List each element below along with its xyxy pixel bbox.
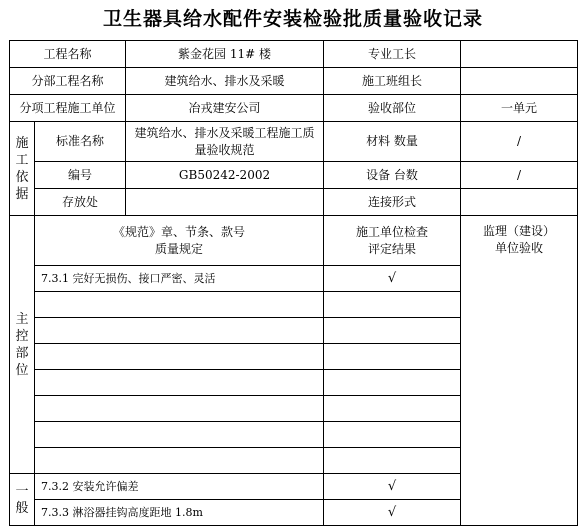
- blank-result-cell: [324, 370, 461, 396]
- equipment-qty-label: 设备 台数: [324, 162, 461, 189]
- inspection-part-value: 一单元: [461, 95, 578, 122]
- row-project-name: [10, 41, 578, 68]
- project-name-label: 工程名称: [10, 41, 126, 68]
- item-unit-label: 分项工程施工单位: [10, 95, 126, 122]
- main-item-1: 7.3.1 完好无损伤、接口严密、灵活: [35, 266, 324, 292]
- professional-foreman-label: 专业工长: [324, 41, 461, 68]
- equipment-qty-value: /: [461, 162, 578, 189]
- construction-team-leader-label: 施工班组长: [324, 68, 461, 95]
- blank-item-cell: [35, 448, 324, 474]
- main-control-side-label: 主 控 部 位: [10, 216, 35, 474]
- blank-item-cell: [35, 292, 324, 318]
- supervisor-header: 监理（建设） 单位验收: [461, 216, 578, 526]
- blank-item-cell: [35, 318, 324, 344]
- blank-item-cell: [35, 370, 324, 396]
- general-side-label: 一 般: [10, 474, 35, 526]
- sub-project-value: 建筑给水、排水及采暖: [126, 68, 324, 95]
- professional-foreman-value: [461, 41, 578, 68]
- storage-label: 存放处: [35, 189, 126, 216]
- code-value: GB50242-2002: [126, 162, 324, 189]
- blank-result-cell: [324, 292, 461, 318]
- row-header: [10, 216, 578, 266]
- main-item-1-result: √: [324, 266, 461, 292]
- general-item-1: 7.3.2 安装允许偏差: [35, 474, 324, 500]
- sub-project-label: 分部工程名称: [10, 68, 126, 95]
- blank-item-cell: [35, 422, 324, 448]
- blank-result-cell: [324, 318, 461, 344]
- connection-label: 连接形式: [324, 189, 461, 216]
- item-unit-value: 冶戎建安公司: [126, 95, 324, 122]
- standard-name-label: 标准名称: [35, 122, 126, 162]
- spec-header: 《规范》章、节条、款号 质量规定: [35, 216, 324, 266]
- material-qty-value: /: [461, 122, 578, 162]
- inspection-part-label: 验收部位: [324, 95, 461, 122]
- blank-result-cell: [324, 396, 461, 422]
- form-title: 卫生器具给水配件安装检验批质量验收记录: [102, 8, 483, 30]
- row-item-unit: [10, 95, 578, 122]
- code-label: 编号: [35, 162, 126, 189]
- blank-item-cell: [35, 344, 324, 370]
- basis-side-label: 施 工 依 据: [10, 122, 35, 216]
- project-name-value: 紫金花园 11# 楼: [126, 41, 324, 68]
- construction-team-leader-value: [461, 68, 578, 95]
- row-code: [10, 162, 578, 189]
- standard-name-value: 建筑给水、排水及采暖工程施工质 量验收规范: [126, 122, 324, 162]
- general-item-1-result: √: [324, 474, 461, 500]
- material-qty-label: 材料 数量: [324, 122, 461, 162]
- check-result-header: 施工单位检查 评定结果: [324, 216, 461, 266]
- blank-result-cell: [324, 344, 461, 370]
- blank-result-cell: [324, 448, 461, 474]
- row-storage: [10, 189, 578, 216]
- connection-value: [461, 189, 578, 216]
- inspection-record-table: [9, 40, 578, 526]
- blank-result-cell: [324, 422, 461, 448]
- row-standard-name: [10, 122, 578, 162]
- blank-item-cell: [35, 396, 324, 422]
- row-sub-project: [10, 68, 578, 95]
- storage-value: [126, 189, 324, 216]
- general-item-2-result: √: [324, 500, 461, 526]
- general-item-2: 7.3.3 淋浴器挂钩高度距地 1.8m: [35, 500, 324, 526]
